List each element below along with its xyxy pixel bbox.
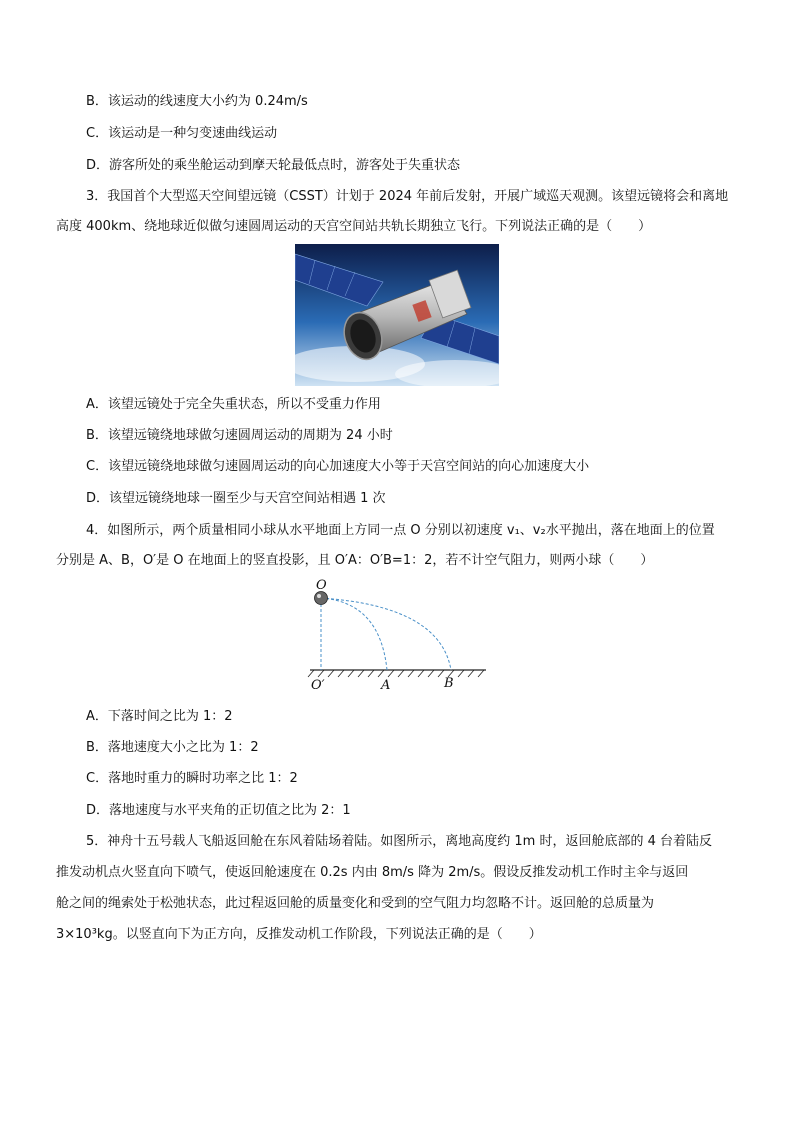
label-o-prime: O′: [311, 678, 325, 693]
q4-option-b: B．落地速度大小之比为 1：2: [86, 740, 259, 755]
q5-stem-line1: 5．神舟十五号载人飞船返回舱在东风着陆场着陆。如图所示，离地高度约 1m 时，返回舱底部的 4 台着陆反: [86, 834, 713, 849]
q4-stem-line2: 分别是 A、B，O′是 O 在地面上的竖直投影，且 O′A：O′B=1：2，若不计空气阻力，则两小球（ ）: [56, 553, 654, 568]
q3-option-a: A．该望远镜处于完全失重状态，所以不受重力作用: [86, 397, 381, 412]
q5-stem-line4: 3×10³kg。以竖直向下为正方向，反推发动机工作阶段，下列说法正确的是（ ）: [56, 927, 542, 942]
q3-option-d: D．该望远镜绕地球一圈至少与天宫空间站相遇 1 次: [86, 491, 386, 506]
q3-option-c: C．该望远镜绕地球做匀速圆周运动的向心加速度大小等于天宫空间站的向心加速度大小: [86, 459, 590, 474]
q4-option-c: C．落地时重力的瞬时功率之比 1：2: [86, 771, 298, 786]
q3-stem-line1: 3．我国首个大型巡天空间望远镜（CSST）计划于 2024 年前后发射，开展广域巡天观测。该望远镜将会和离地: [86, 189, 729, 204]
label-o: O: [316, 578, 327, 593]
q5-stem-line2: 推发动机点火竖直向下喷气，使返回舱速度在 0.2s 内由 8m/s 降为 2m/s。假设反推发动机工作时主伞与返回: [56, 865, 689, 880]
q4-stem-line1: 4．如图所示，两个质量相同小球从水平地面上方同一点 O 分别以初速度 v₁、v₂水平抛出，落在地面上的位置: [86, 523, 715, 538]
label-a: A: [381, 678, 391, 693]
label-b: B: [444, 676, 454, 691]
q3-stem-line2: 高度 400km、绕地球近似做匀速圆周运动的天宫空间站共轨长期独立飞行。下列说法正确的是（ ）: [56, 219, 652, 234]
q4-option-d: D．落地速度与水平夹角的正切值之比为 2：1: [86, 803, 351, 818]
q5-stem-line3: 舱之间的绳索处于松弛状态，此过程返回舱的质量变化和受到的空气阻力均忽略不计。返回舱的总质量为: [56, 896, 655, 911]
space-telescope-image: [295, 244, 499, 386]
projectile-diagram: [300, 578, 500, 696]
q2-option-d: D．游客所处的乘坐舱运动到摩天轮最低点时，游客处于失重状态: [86, 158, 461, 173]
q3-option-b: B．该望远镜绕地球做匀速圆周运动的周期为 24 小时: [86, 428, 393, 443]
q2-option-b: B．该运动的线速度大小约为 0.24m/s: [86, 94, 308, 109]
q4-option-a: A．下落时间之比为 1：2: [86, 709, 233, 724]
q2-option-c: C．该运动是一种匀变速曲线运动: [86, 126, 278, 141]
